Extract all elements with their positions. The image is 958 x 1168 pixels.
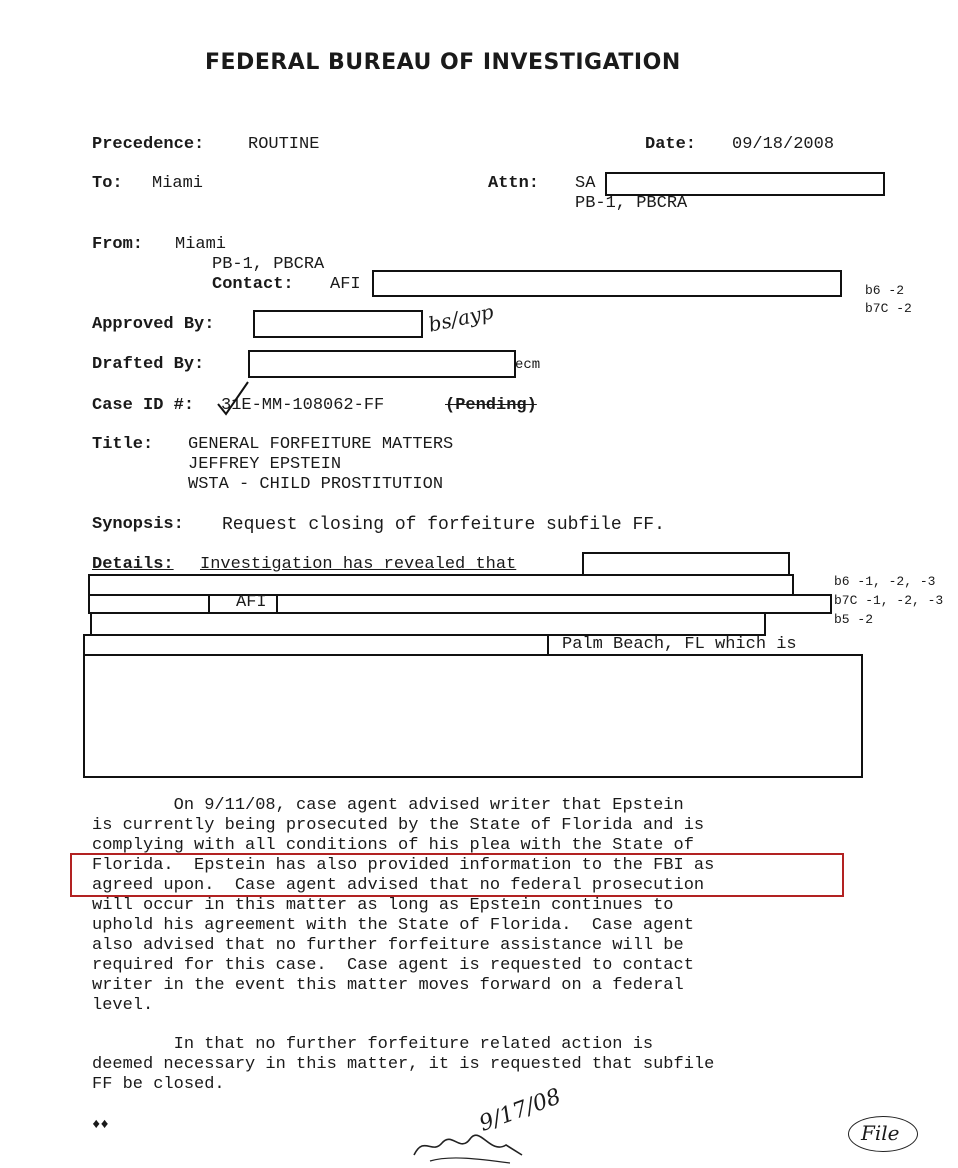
text-line: also advised that no further forfeiture assistance will be bbox=[92, 936, 684, 955]
synopsis-label: Synopsis: bbox=[92, 515, 184, 534]
synopsis-value: Request closing of forfeiture subfile FF. bbox=[222, 515, 665, 535]
exemption-code: b5 -2 bbox=[834, 612, 874, 627]
text-line: will occur in this matter as long as Epstein continues to bbox=[92, 896, 674, 915]
to-label: To: bbox=[92, 174, 123, 193]
attn-label: Attn: bbox=[488, 174, 540, 193]
redaction-box bbox=[276, 594, 832, 614]
text-line: is currently being prosecuted by the State of Florida and is bbox=[92, 816, 705, 835]
details-fragment: Palm Beach, FL which is bbox=[562, 635, 797, 654]
title-label: Title: bbox=[92, 435, 154, 454]
attn-unit: PB-1, PBCRA bbox=[575, 194, 688, 213]
contact-value: AFI bbox=[330, 275, 361, 294]
handwritten-file-label: File bbox=[861, 1121, 900, 1145]
from-value: Miami bbox=[175, 235, 227, 254]
redaction-box bbox=[582, 552, 790, 576]
redaction-box bbox=[83, 654, 863, 778]
title-line: JEFFREY EPSTEIN bbox=[188, 455, 342, 474]
text-line: writer in the event this matter moves forward on a federal bbox=[92, 976, 684, 995]
title-line: GENERAL FORFEITURE MATTERS bbox=[188, 435, 454, 454]
document-title: FEDERAL BUREAU OF INVESTIGATION bbox=[205, 50, 681, 75]
case-id-label: Case ID #: bbox=[92, 396, 195, 415]
details-value: Investigation has revealed that bbox=[200, 555, 517, 574]
redaction-box bbox=[372, 270, 842, 297]
redaction-box bbox=[248, 350, 516, 378]
title-line: WSTA - CHILD PROSTITUTION bbox=[188, 475, 444, 494]
signature-scribble bbox=[410, 1125, 530, 1165]
redaction-box bbox=[88, 574, 794, 596]
contact-label: Contact: bbox=[212, 275, 294, 294]
approved-by-label: Approved By: bbox=[92, 315, 215, 334]
text-line: agreed upon. Case agent advised that no federal prosecution bbox=[92, 876, 705, 895]
text-line: On 9/11/08, case agent advised writer that Epstein bbox=[92, 796, 684, 815]
redaction-box bbox=[83, 634, 549, 656]
exemption-code: b7C -1, -2, -3 bbox=[834, 593, 944, 608]
text-line: required for this case. Case agent is requested to contact bbox=[92, 956, 694, 975]
end-mark: ♦♦ bbox=[92, 1117, 109, 1133]
file-stamp bbox=[848, 1116, 918, 1152]
text-line: level. bbox=[92, 996, 154, 1015]
redaction-box bbox=[88, 594, 210, 614]
precedence-label: Precedence: bbox=[92, 135, 205, 154]
drafted-suffix: ecm bbox=[515, 357, 541, 373]
details-label: Details: bbox=[92, 555, 174, 574]
from-label: From: bbox=[92, 235, 144, 254]
handwritten-initials: bs/ayp bbox=[426, 299, 496, 337]
date-label: Date: bbox=[645, 135, 697, 154]
redaction-box bbox=[253, 310, 423, 338]
to-value: Miami bbox=[152, 174, 204, 193]
case-id-value: 31E-MM-108062-FF bbox=[221, 396, 385, 415]
checkmark-icon bbox=[212, 378, 252, 418]
details-afi: AFI bbox=[236, 593, 267, 612]
text-line: deemed necessary in this matter, it is requested that subfile bbox=[92, 1055, 715, 1074]
text-line: complying with all conditions of his plea with the State of bbox=[92, 836, 694, 855]
date-value: 09/18/2008 bbox=[732, 135, 835, 154]
text-line: In that no further forfeiture related action is bbox=[92, 1035, 654, 1054]
drafted-by-label: Drafted By: bbox=[92, 355, 205, 374]
precedence-value: ROUTINE bbox=[248, 135, 320, 154]
highlight-box bbox=[70, 853, 844, 897]
attn-value: SA bbox=[575, 174, 596, 193]
text-line: FF be closed. bbox=[92, 1075, 225, 1094]
exemption-code: b6 -2 bbox=[865, 283, 905, 298]
redaction-box bbox=[90, 612, 766, 636]
redaction-box bbox=[605, 172, 885, 196]
text-line: uphold his agreement with the State of Florida. Case agent bbox=[92, 916, 694, 935]
text-line: Florida. Epstein has also provided information to the FBI as bbox=[92, 856, 715, 875]
case-status: (Pending) bbox=[445, 396, 537, 415]
exemption-code: b7C -2 bbox=[865, 301, 912, 316]
handwritten-date: 9/17/08 bbox=[476, 1084, 565, 1137]
exemption-code: b6 -1, -2, -3 bbox=[834, 574, 936, 589]
from-unit: PB-1, PBCRA bbox=[212, 255, 325, 274]
